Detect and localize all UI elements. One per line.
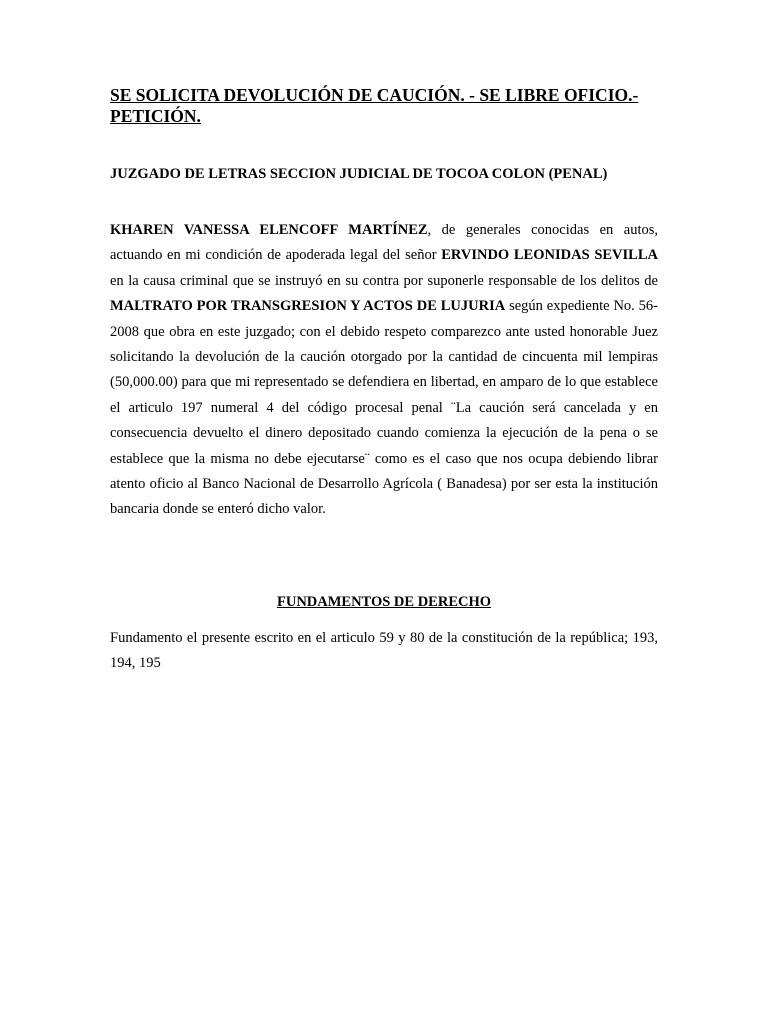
client-name: ERVINDO LEONIDAS SEVILLA [441, 247, 658, 264]
attorney-name: KHAREN VANESSA ELENCOFF MARTÍNEZ [110, 222, 428, 238]
section-heading-fundamentos: FUNDAMENTOS DE DERECHO [276, 594, 492, 610]
petition-paragraph [110, 218, 658, 523]
petition-text-part-1: , de generales conocidas en autos, actuando en mi condición de apoderada legal del señor [110, 222, 659, 264]
court-heading: JUZGADO DE LETRAS SECCION JUDICIAL DE TOCOA COLON (PENAL) [110, 166, 608, 182]
foundation-paragraph: Fundamento el presente escrito en el articulo 59 y 80 de la constitución de la república; 193, 194, 195 [110, 630, 658, 672]
petition-text-part-3: según expediente No. 56-2008 que obra en este juzgado; con el debido respeto comparezco ante usted honorable Juez solicitando la devolución de la caución otorgado por la cantidad de cincuenta mil lempiras (50,000.00) para que mi representado se defendiera en libertad, en amparo de lo que establece el articulo 197 numeral 4 del código procesal penal ¨La caución será cancelada y en consecuencia devuelto el dinero depositado cuando comienza la ejecución de la pena o se establece que la misma no debe ejecutarse¨ como es el caso que nos ocupa debiendo librar atento oficio al Banco Nacional de Desarrollo Agrícola ( Banadesa) por ser esta la institución bancaria donde se enteró dicho valor. [110, 298, 658, 518]
document-title: SE SOLICITA DEVOLUCIÓN DE CAUCIÓN. - SE LIBRE OFICIO.- PETICIÓN. [110, 85, 639, 126]
petition-text-part-2: en la causa criminal que se instruyó en su contra por suponerle responsable de los delitos de [110, 272, 658, 289]
offenses: MALTRATO POR TRANSGRESION Y ACTOS DE LUJURIA [110, 298, 506, 315]
